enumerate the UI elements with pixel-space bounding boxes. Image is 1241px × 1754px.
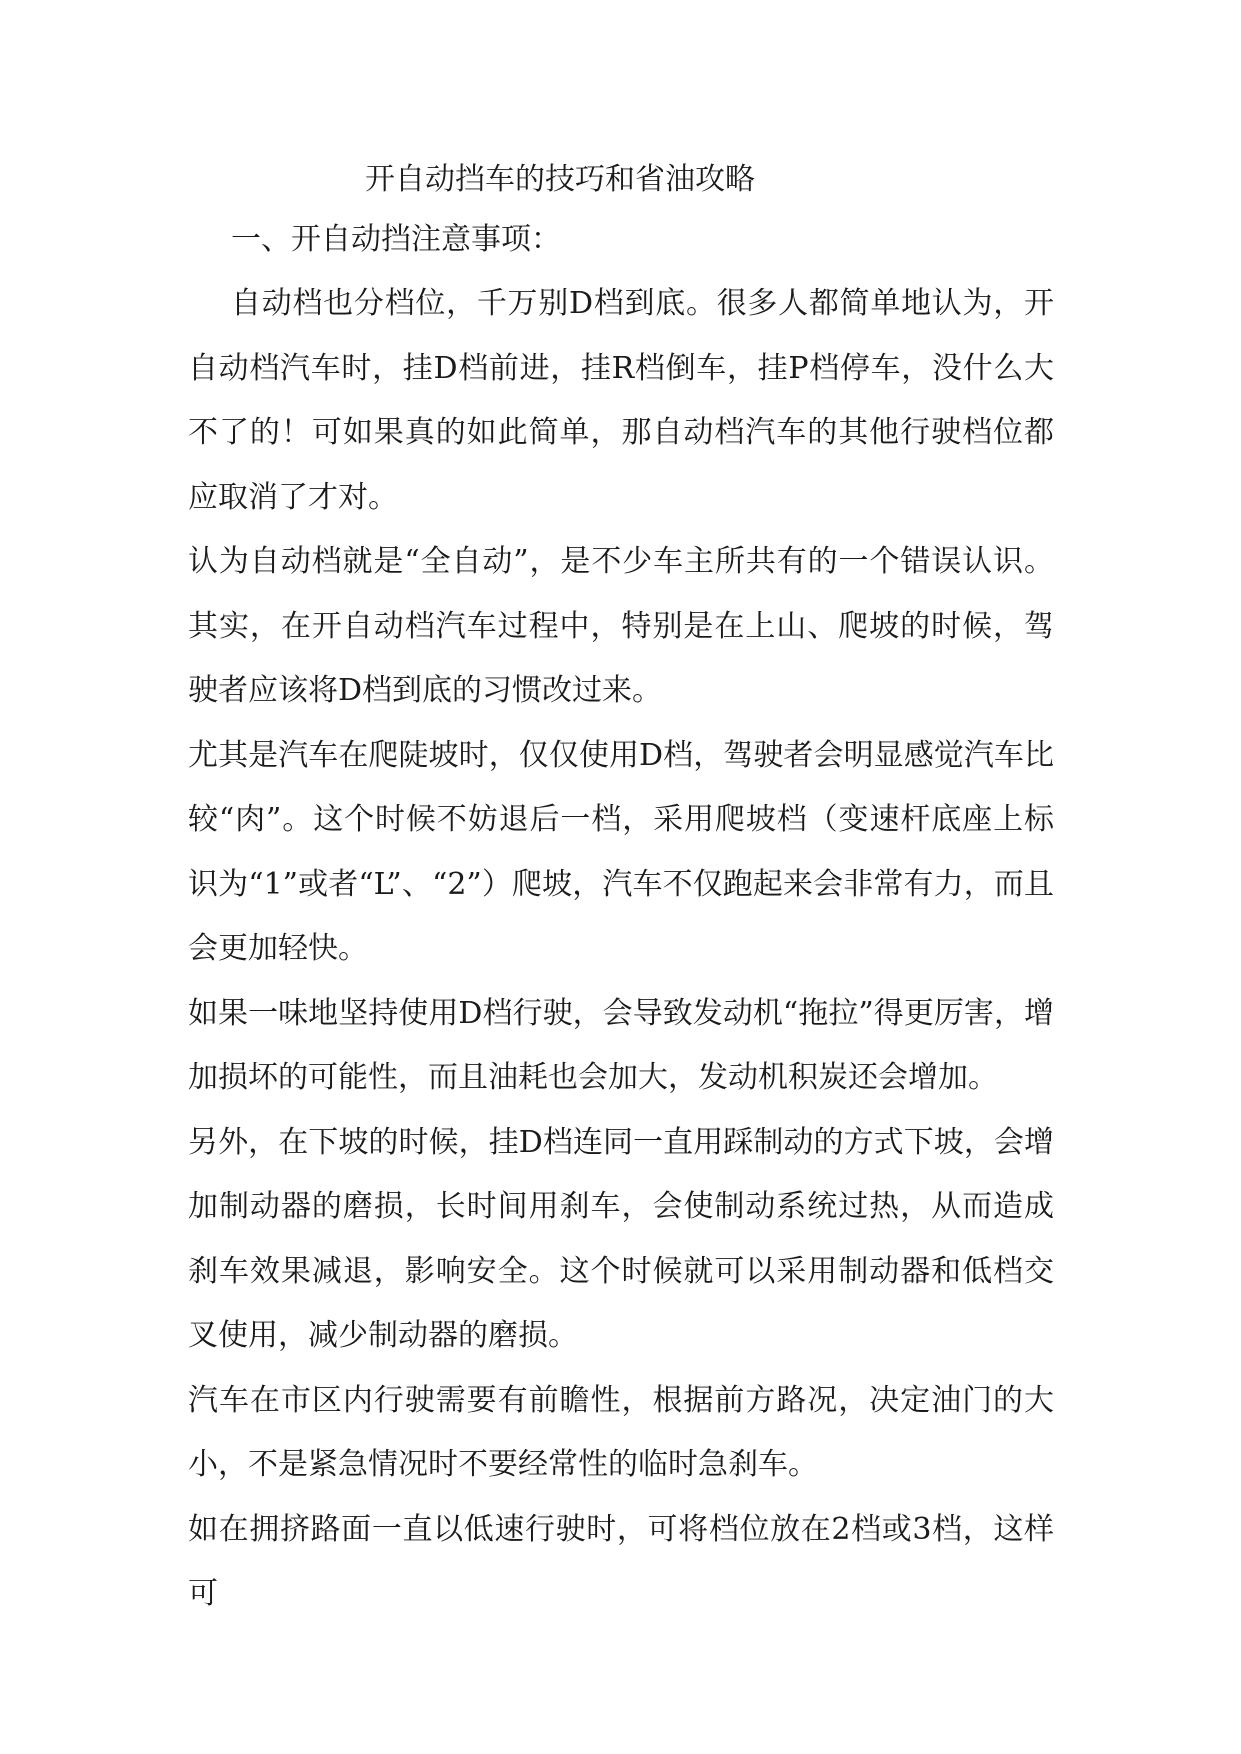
- paragraph: 自动档也分档位，千万别D档到底。很多人都简单地认为，开自动档汽车时，挂D档前进，挂R档倒车，挂P档停车，没什么大不了的！可如果真的如此简单，那自动档汽车的其他行驶档位都应取消了才对。: [188, 286, 1054, 515]
- paragraph: 如在拥挤路面一直以低速行驶时，可将档位放在2档或3档，这样可: [188, 1511, 1054, 1611]
- paragraph: 尤其是汽车在爬陡坡时，仅仅使用D档，驾驶者会明显感觉汽车比较“肉”。这个时候不妨退后一档，采用爬坡档（变速杆底座上标识为“1”或者“L”、“2”）爬坡，汽车不仅跑起来会非常有力，而且会更加轻快。: [188, 737, 1054, 966]
- document-body: [188, 160, 1054, 1627]
- section-heading: 一、开自动挡注意事项：: [231, 222, 561, 257]
- paragraph: 如果一味地坚持使用D档行驶，会导致发动机“拖拉”得更厉害，增加损坏的可能性，而且油耗也会加大，发动机积炭还会增加。: [188, 995, 1054, 1095]
- paragraph: 认为自动档就是“全自动”，是不少车主所共有的一个错误认识。其实，在开自动档汽车过程中，特别是在上山、爬坡的时候，驾驶者应该将D档到底的习惯改过来。: [188, 544, 1054, 708]
- paragraph: 汽车在市区内行驶需要有前瞻性，根据前方路况，决定油门的大小，不是紧急情况时不要经常性的临时急刹车。: [188, 1382, 1054, 1482]
- document-title: 开自动挡车的技巧和省油攻略: [365, 162, 755, 197]
- paragraph: 另外，在下坡的时候，挂D档连同一直用踩制动的方式下坡，会增加制动器的磨损，长时间用刹车，会使制动系统过热，从而造成刹车效果减退，影响安全。这个时候就可以采用制动器和低档交叉使用，减少制动器的磨损。: [188, 1124, 1054, 1353]
